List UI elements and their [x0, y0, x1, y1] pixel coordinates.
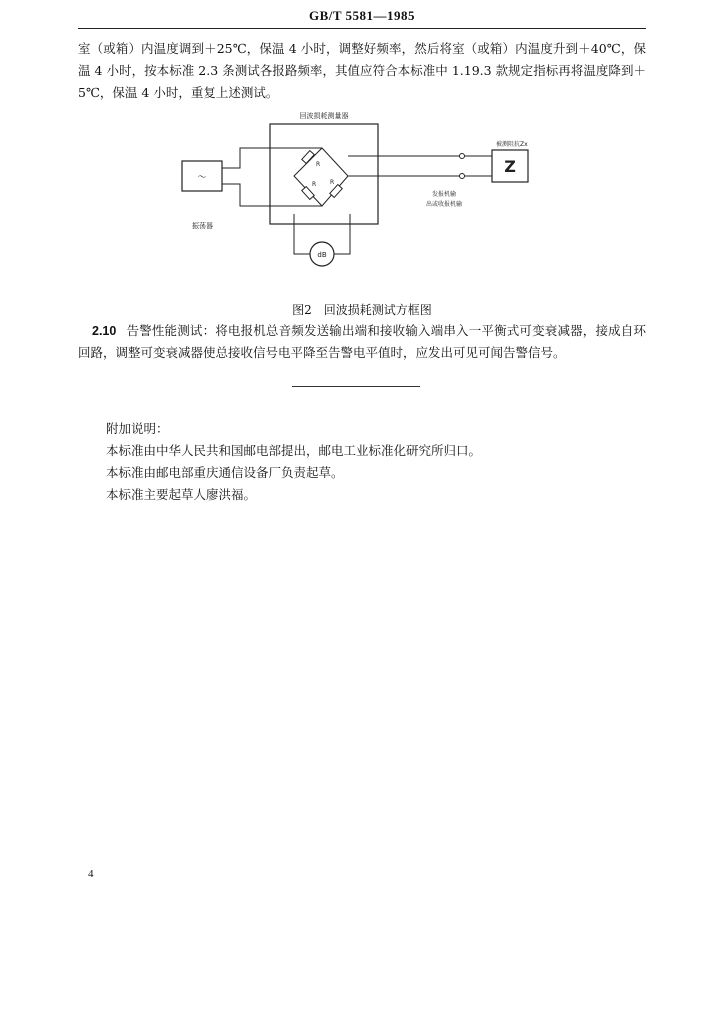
device-label-line1: 发报机输 — [432, 191, 457, 198]
terminal-bottom — [460, 174, 465, 179]
oscillator-symbol: ～ — [197, 173, 207, 183]
bridge-label: 回波损耗测量器 — [299, 112, 349, 120]
notes-line-2: 本标准由邮电部重庆通信设备厂负责起草。 — [106, 465, 344, 480]
impedance-symbol: Z — [504, 157, 516, 176]
meter-wire-right — [334, 214, 350, 254]
resistor-r1 — [302, 151, 314, 164]
terminal-top — [460, 154, 465, 159]
additional-notes — [106, 418, 481, 506]
notes-title: 附加说明： — [106, 421, 169, 436]
resistor-r2 — [302, 187, 314, 200]
resistor-r3 — [330, 185, 342, 198]
notes-line-1: 本标准由中华人民共和国邮电部提出，邮电工业标准化研究所归口。 — [106, 443, 482, 458]
page-number: 4 — [88, 868, 94, 880]
separator-rule — [292, 386, 420, 387]
paragraph-alarm-test — [78, 320, 646, 364]
resistor-r1-label: R — [316, 161, 321, 168]
db-meter-label: dB — [317, 251, 327, 259]
resistor-r2-label: R — [312, 181, 317, 188]
meter-wire-left — [294, 214, 310, 254]
device-label-line2: 出或收报机输 — [426, 201, 463, 208]
header-rule — [78, 28, 646, 29]
section-number: 2.10 — [92, 324, 117, 338]
return-loss-test-diagram — [170, 106, 550, 296]
notes-line-3: 本标准主要起草人廖洪福。 — [106, 487, 257, 502]
page-header-standard-number: GB/T 5581—1985 — [308, 8, 416, 23]
oscillator-label: 振荡器 — [192, 222, 213, 230]
paragraph-temperature-test: 室（或箱）内温度调到＋25℃，保温 4 小时，调整好频率，然后将室（或箱）内温度升到＋40℃，保温 4 小时，按本标准 2.3 条测试各报路频率，其值应符合本标准中 1.19.3 款规定指标再将温度降到＋5℃，保温 4 小时，重复上述测试。 — [78, 41, 646, 100]
resistor-r3-label: R — [330, 179, 335, 186]
impedance-label: 被测阻抗Zx — [496, 141, 528, 148]
paragraph-alarm-text: 告警性能测试：将电报机总音频发送输出端和接收输入端串入一平衡式可变衰减器，接成自环回路，调整可变衰减器使总接收信号电平降至告警电平值时，应发出可见可闻告警信号。 — [78, 323, 646, 360]
bridge-diamond — [294, 148, 348, 206]
figure-caption: 图2 回波损耗测试方框图 — [292, 303, 432, 317]
bridge-box — [270, 124, 378, 224]
